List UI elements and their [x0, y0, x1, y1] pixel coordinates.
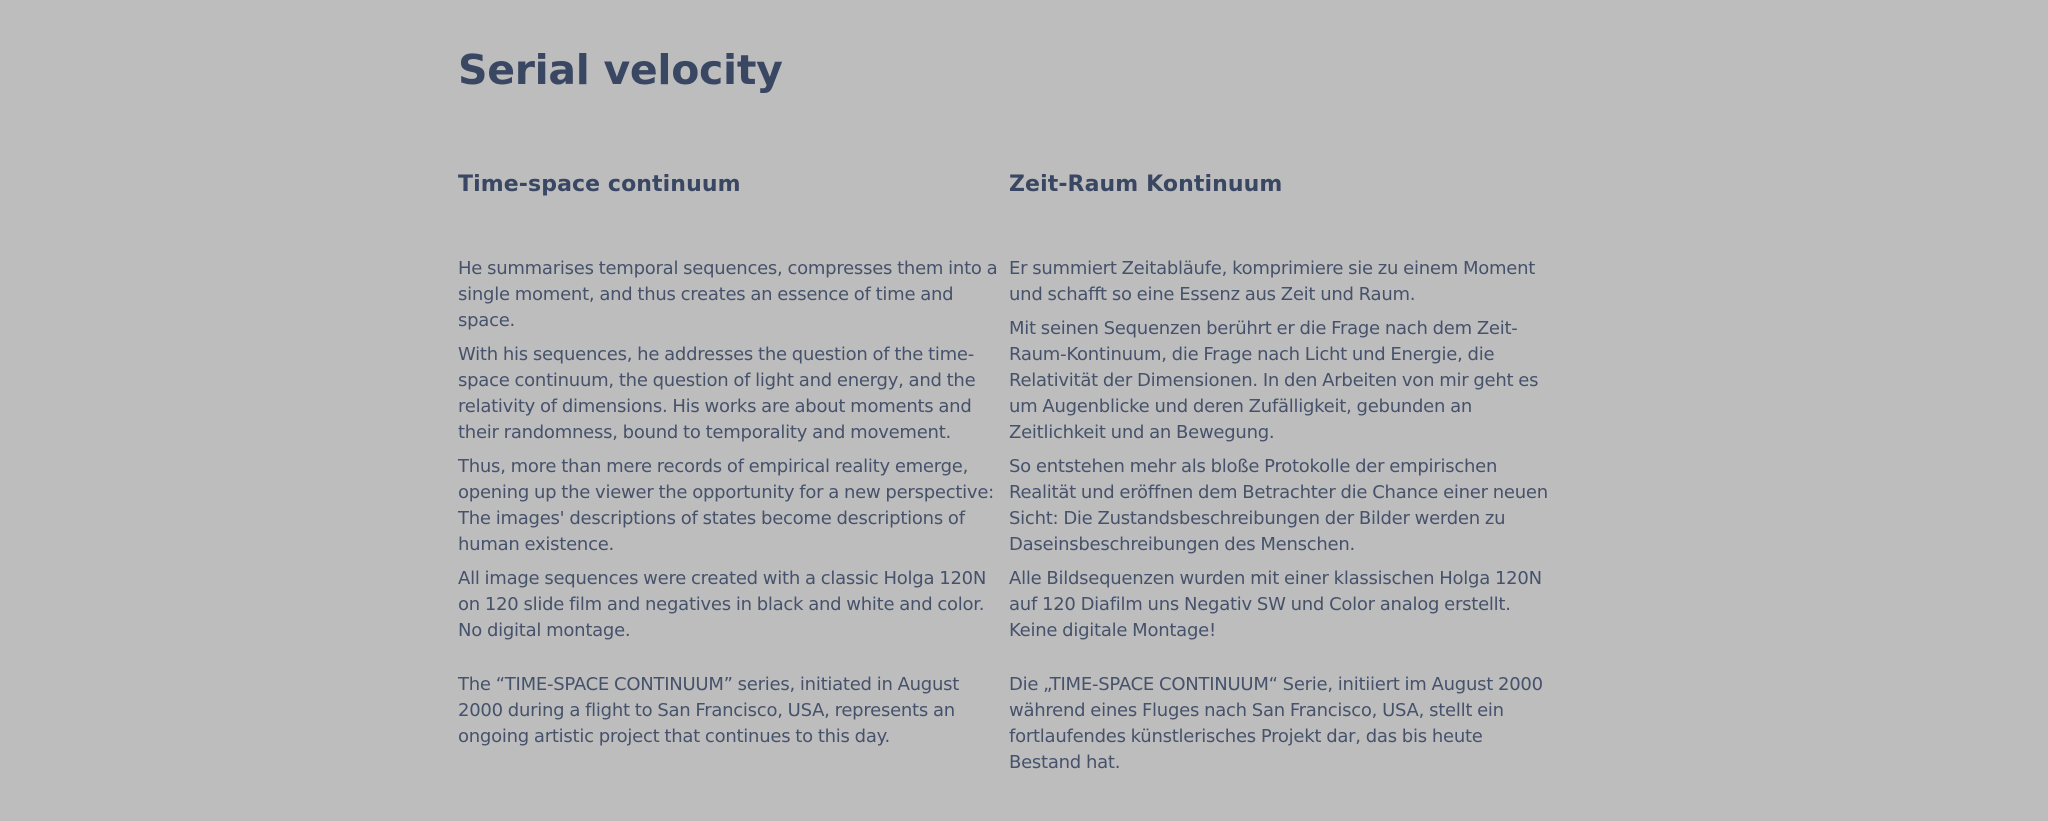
english-paragraphs — [458, 256, 998, 750]
german-paragraph: So entstehen mehr als bloße Protokolle der empirischen Realität und eröffnen dem Betrachter die Chance einer neuen Sicht: Die Zustandsbeschreibungen der Bilder werden zu Daseinsbeschreibungen des Menschen. — [1009, 456, 1548, 555]
german-heading: Zeit-Raum Kontinuum — [1009, 172, 1283, 197]
english-paragraph: Thus, more than mere records of empirical reality emerge, opening up the viewer the opportunity for a new perspective: The images' descriptions of states become descriptions of human existence. — [458, 456, 994, 555]
german-series-note: Die „TIME-SPACE CONTINUUM“ Serie, initiiert im August 2000 während eines Fluges nach San Francisco, USA, stellt ein fortlaufendes künstlerisches Projekt dar, das bis heute Bestand hat. — [1009, 674, 1543, 773]
german-column — [1009, 170, 1549, 784]
german-paragraph: Alle Bildsequenzen wurden mit einer klassischen Holga 120N auf 120 Diafilm uns Negativ SW und Color analog erstellt. Keine digitale Montage! — [1009, 568, 1542, 641]
english-paragraph: All image sequences were created with a classic Holga 120N on 120 slide film and negatives in black and white and color. No digital montage. — [458, 568, 987, 641]
german-paragraph: Er summiert Zeitabläufe, komprimiere sie zu einem Moment und schafft so eine Essenz aus Zeit und Raum. — [1009, 258, 1536, 305]
german-paragraphs — [1009, 256, 1549, 776]
english-paragraph: He summarises temporal sequences, compresses them into a single moment, and thus creates an essence of time and space. — [458, 258, 998, 331]
english-heading: Time-space continuum — [458, 172, 741, 197]
german-paragraph: Mit seinen Sequenzen berührt er die Frage nach dem Zeit-Raum-Kontinuum, die Frage nach Licht und Energie, die Relativität der Dimensionen. In den Arbeiten von mir geht es um Augenblicke und deren Zufälligkeit, gebunden an Zeitlichkeit und an Bewegung. — [1009, 318, 1539, 443]
english-column — [458, 170, 998, 758]
english-series-note: The “TIME-SPACE CONTINUUM” series, initiated in August 2000 during a flight to San Francisco, USA, represents an ongoing artistic project that continues to this day. — [458, 674, 960, 747]
english-paragraph: With his sequences, he addresses the question of the time-space continuum, the question of light and energy, and the relativity of dimensions. His works are about moments and their randomness, bound to temporality and movement. — [458, 344, 976, 443]
page-title: Serial velocity — [458, 46, 783, 94]
